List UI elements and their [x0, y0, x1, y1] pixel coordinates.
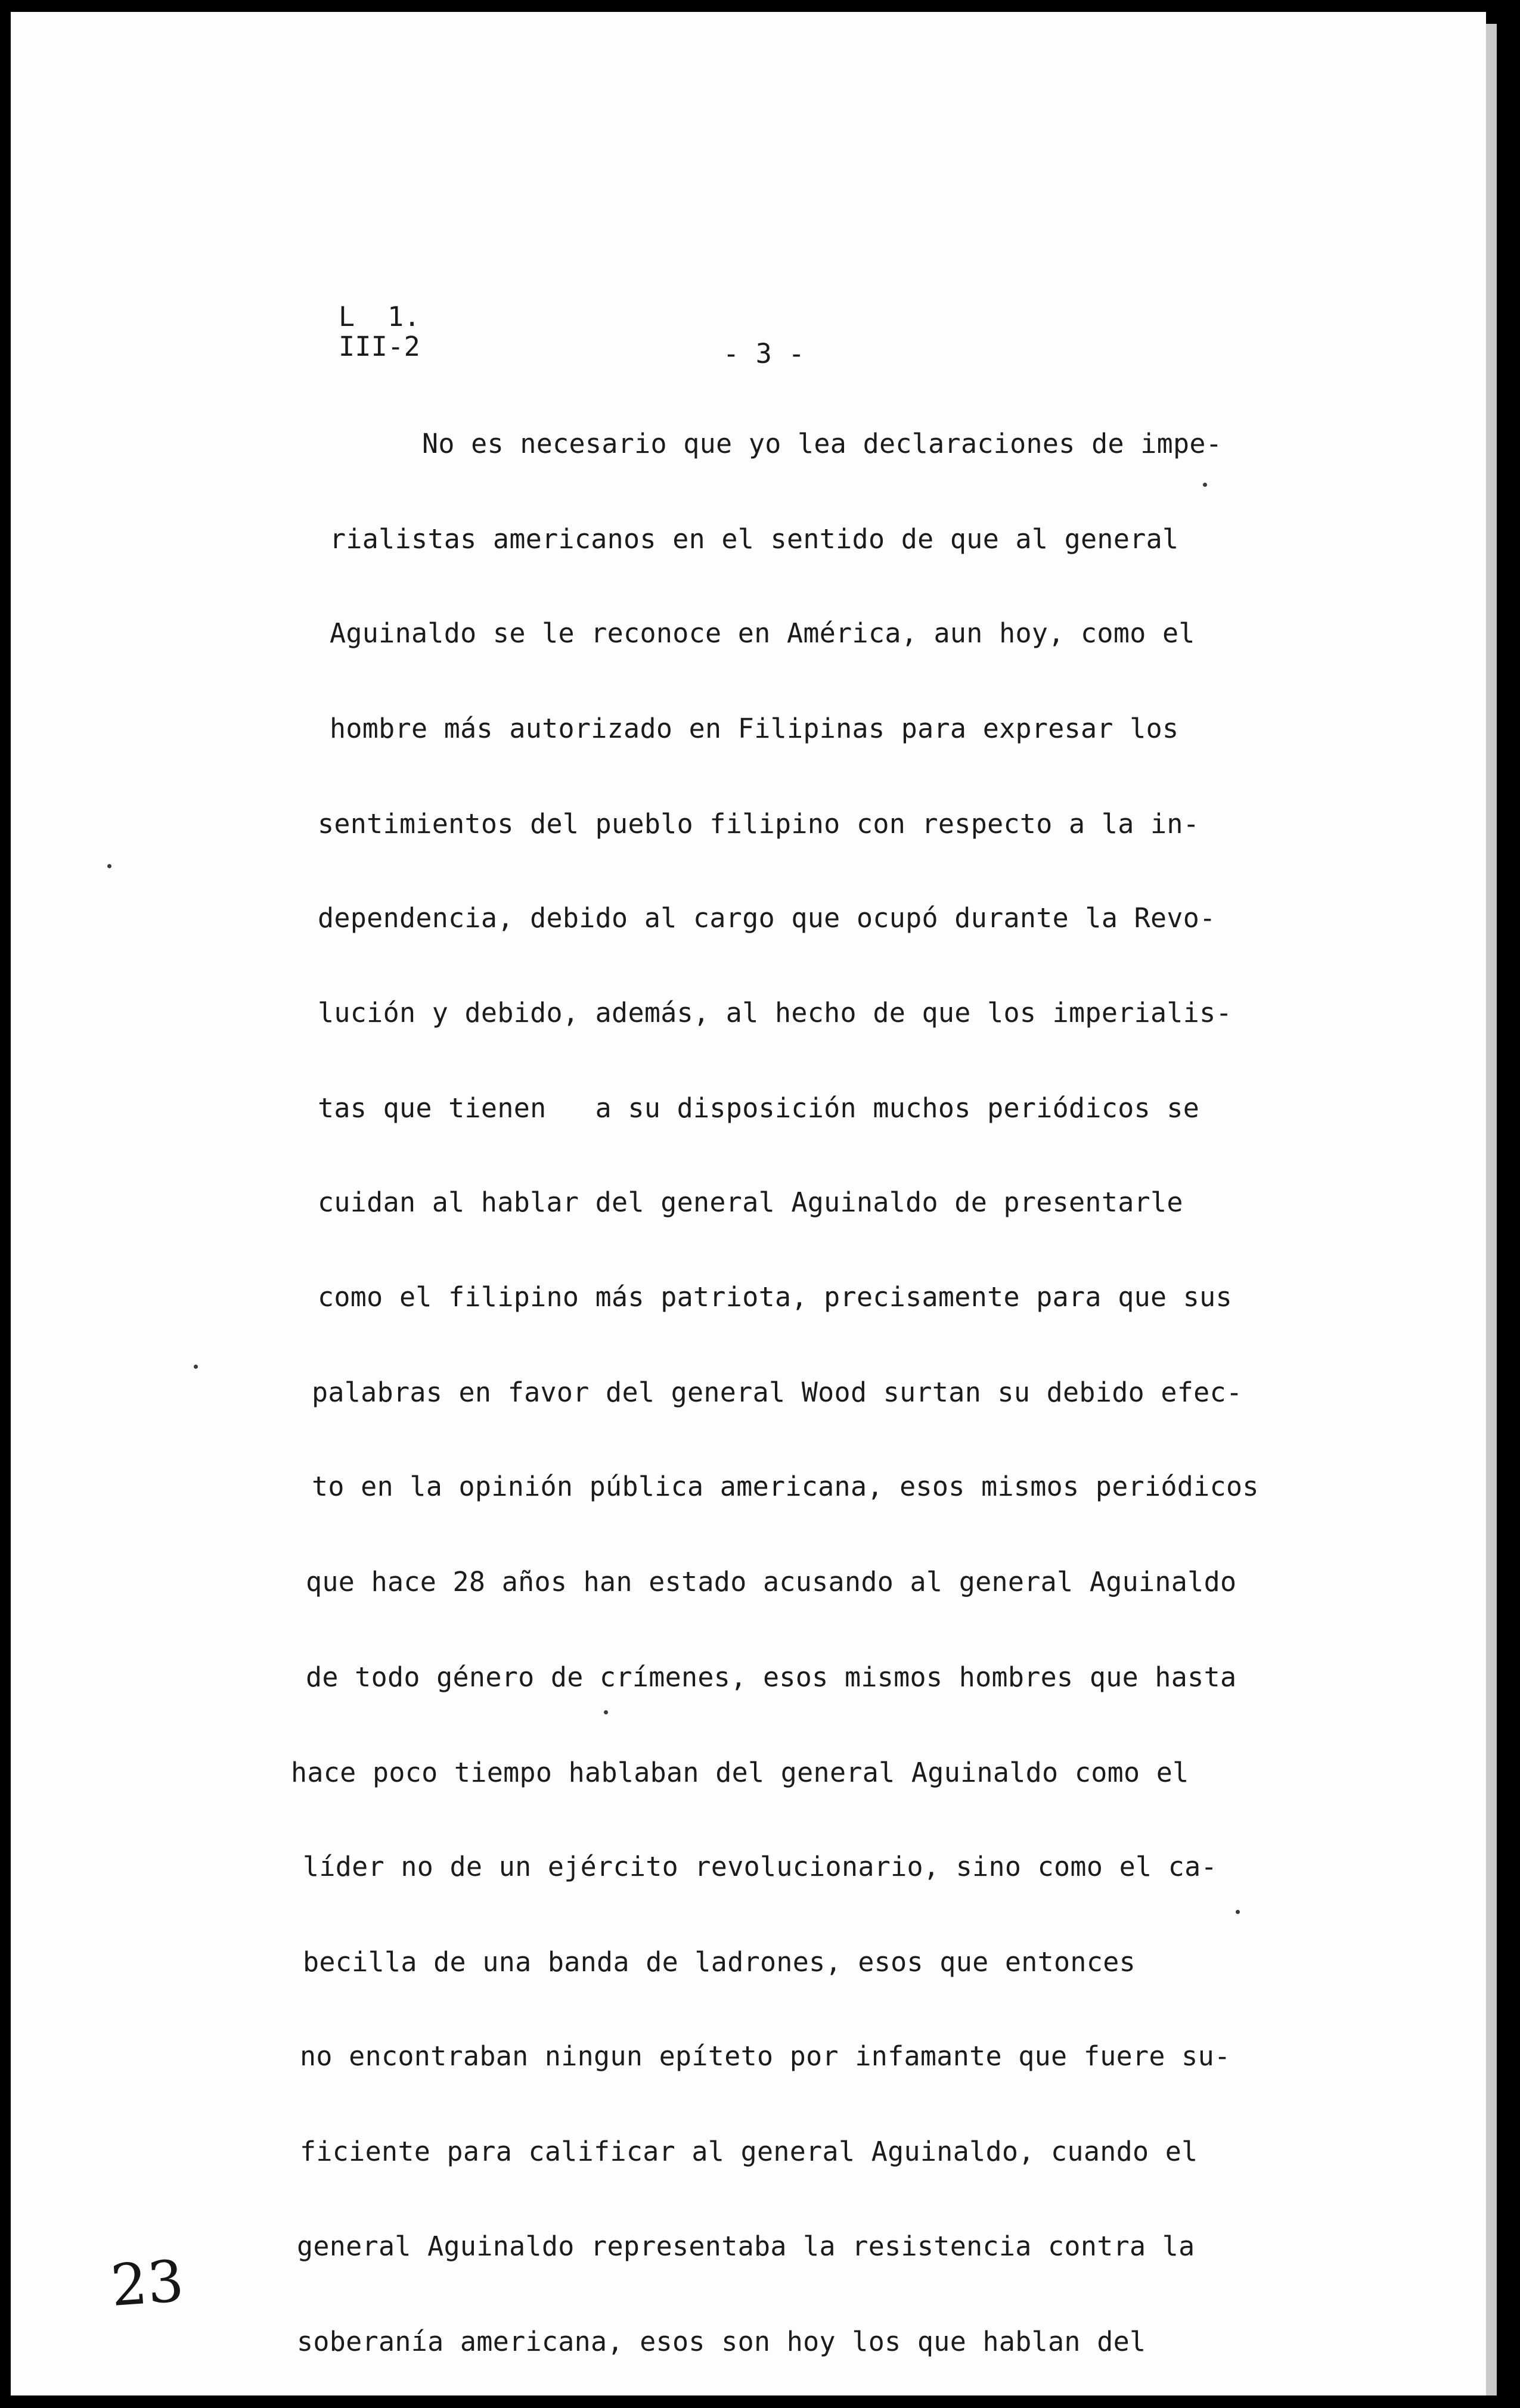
body-text — [11, 12, 1486, 2395]
reference-line-2: III-2 — [339, 331, 420, 362]
text-line: de todo género de crímenes, esos mismos hombres que hasta — [306, 1661, 1237, 1693]
text-line: No es necesario que yo lea declaraciones de impe- — [422, 428, 1223, 459]
text-line: soberanía americana, esos son hoy los que hablan del — [297, 2326, 1146, 2357]
ink-speck — [194, 1365, 198, 1369]
text-line: palabras en favor del general Wood surtan su debido efec- — [312, 1377, 1243, 1408]
text-line: no encontraban ningun epíteto por infamante que fuere su- — [300, 2040, 1231, 2072]
document-page — [11, 12, 1486, 2395]
text-line: como el filipino más patriota, precisamente para que sus — [318, 1281, 1232, 1313]
page-edge-shadow — [1486, 24, 1497, 2395]
text-line: general Aguinaldo representaba la resistencia contra la — [297, 2230, 1195, 2262]
ink-speck — [604, 1710, 608, 1714]
text-line: dependencia, debido al cargo que ocupó durante la Revo- — [318, 902, 1216, 934]
text-line: cuidan al hablar del general Aguinaldo de presentarle — [318, 1186, 1183, 1218]
text-line: becilla de una banda de ladrones, esos que entonces — [303, 1946, 1136, 1978]
text-line: to en la opinión pública americana, esos mismos periódicos — [312, 1471, 1259, 1502]
text-line: que hace 28 años han estado acusando al general Aguinaldo — [306, 1566, 1237, 1598]
text-line: tas que tienen a su disposición muchos periódicos se — [318, 1092, 1200, 1124]
page-number: - 3 - — [723, 338, 805, 369]
ink-speck — [1236, 1910, 1240, 1914]
text-line: ficiente para calificar al general Aguinaldo, cuando el — [300, 2136, 1198, 2167]
handwritten-page-note: 23 — [108, 2247, 186, 2320]
text-line: lución y debido, además, al hecho de que los imperialis- — [318, 997, 1232, 1029]
text-line: hace poco tiempo hablaban del general Aguinaldo como el — [291, 1757, 1189, 1788]
text-line: sentimientos del pueblo filipino con respecto a la in- — [318, 808, 1200, 840]
text-line: hombre más autorizado en Filipinas para expresar los — [330, 713, 1179, 744]
text-line: rialistas americanos en el sentido de que al general — [330, 523, 1179, 555]
ink-speck — [1203, 483, 1207, 487]
reference-line-1: L 1. — [339, 301, 420, 333]
text-line: Aguinaldo se le reconoce en América, aun hoy, como el — [330, 617, 1195, 649]
ink-speck — [107, 864, 111, 868]
text-line: líder no de un ejército revolucionario, sino como el ca- — [303, 1851, 1217, 1882]
